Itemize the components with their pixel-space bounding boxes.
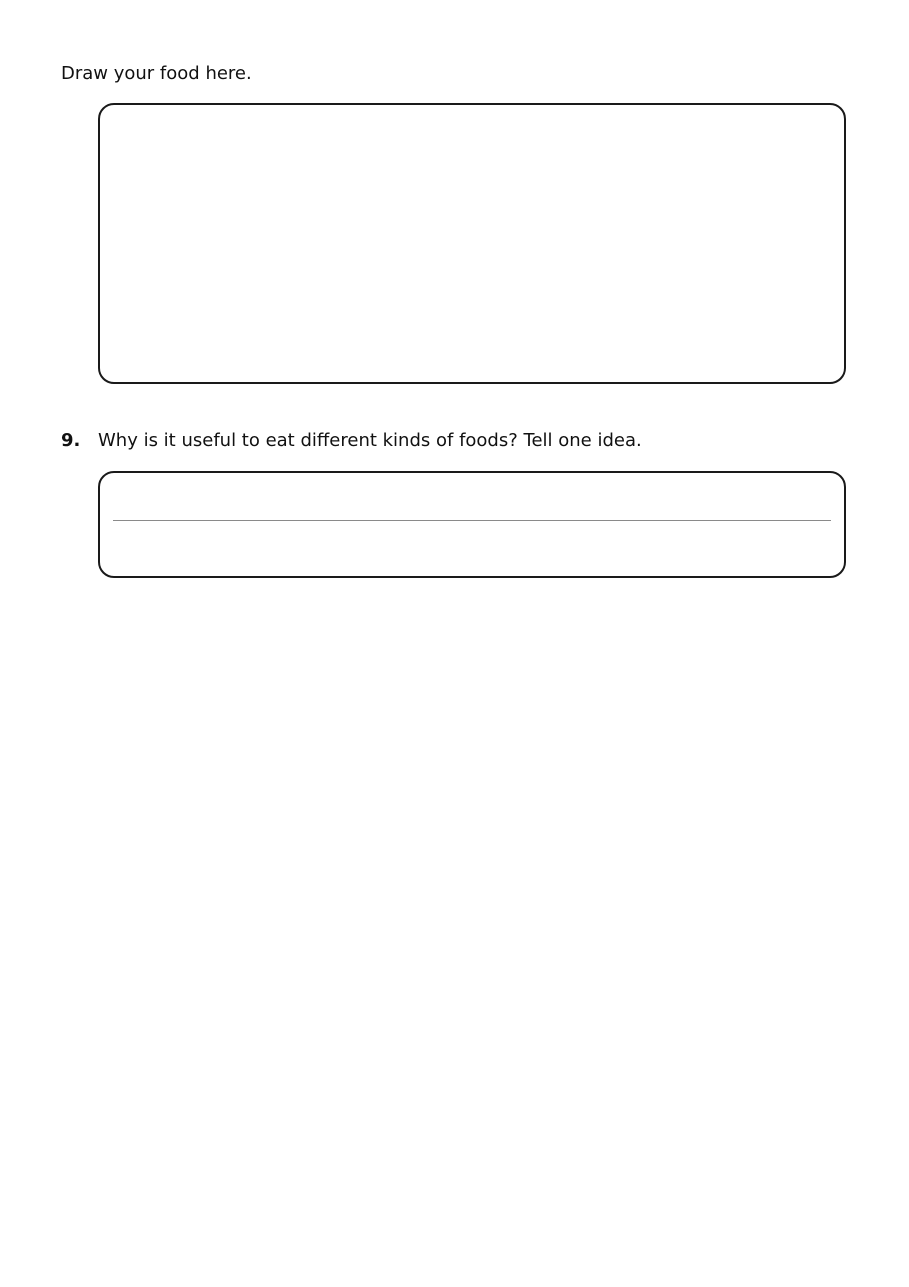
question-number: 9. — [61, 430, 81, 451]
drawing-area[interactable] — [98, 103, 846, 384]
question-text: Why is it useful to eat different kinds of foods? Tell one idea. — [98, 430, 642, 451]
question-9 — [61, 429, 642, 453]
draw-instruction: Draw your food here. — [61, 63, 252, 84]
writing-line — [113, 520, 831, 521]
answer-box[interactable] — [98, 471, 846, 578]
